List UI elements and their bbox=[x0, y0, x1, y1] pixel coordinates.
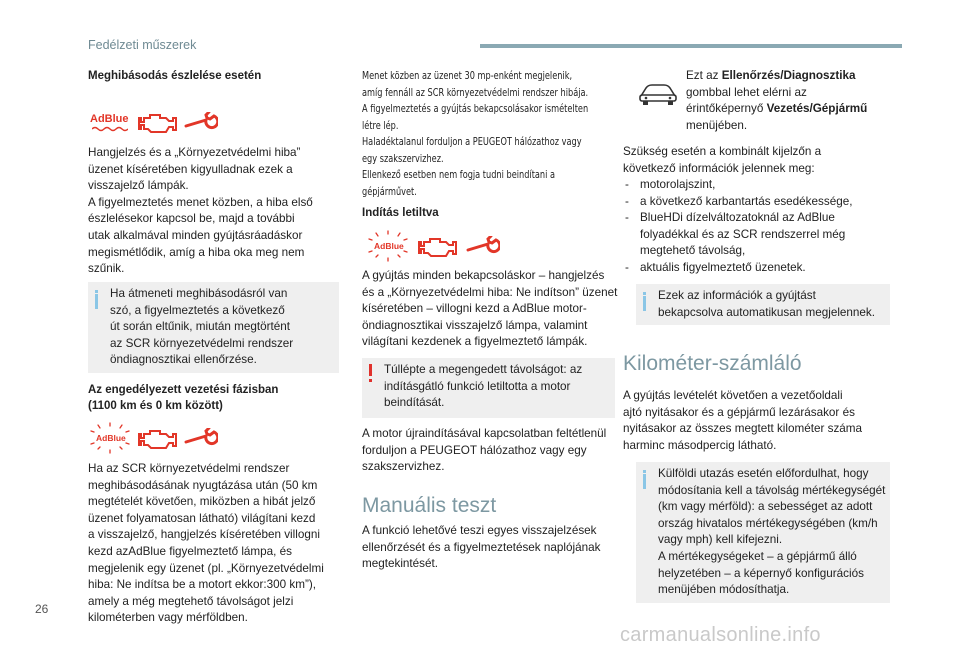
paragraph-start-disabled: A gyújtás minden bekapcsoláskor – hangjelzés és a „Környezetvédelmi hiba: Ne indítson” üzenet kíséretében – villogni kezd a AdBlue motor- öndiagnosztikai visszajelző lámpa, valamint világítani kezdenek a figyelmeztető lámpák. bbox=[362, 269, 618, 349]
info-text: Ezek az információk a gyújtást bekapcsolva automatikusan megjelennek. bbox=[658, 289, 876, 319]
adblue-icon: AdBlue bbox=[90, 113, 129, 125]
list-item: - a következő karbantartás esedékessége, bbox=[623, 194, 852, 211]
paragraph-car-menu bbox=[686, 68, 886, 134]
engine-icon bbox=[138, 110, 178, 136]
warning-lamps-row-3 bbox=[362, 230, 502, 262]
list-item: - BlueHDi dízelváltozatoknál az AdBlue folyadékkal és az SCR rendszerrel még megtehető távolság, bbox=[623, 210, 852, 260]
warning-text: Túllépte a megengedett távolságot: az indításgátló funkció letiltotta a motor beindítását. bbox=[384, 363, 583, 410]
paragraph-fault-detection: Hangjelzés és a „Környezetvédelmi hiba” üzenet kíséretében kigyulladnak ezek a visszajelző lámpák. A figyelmeztetés menet közben, a hiba első észlelésekor kapcsol be, majd a további utak alkalmával minden gyújtásráadáskor megismétlődik, amíg a hiba oka meg nem szűnik. bbox=[88, 146, 313, 276]
adblue-icon: AdBlue bbox=[374, 241, 404, 251]
info-box-automatic-display bbox=[636, 284, 890, 325]
list-item: - aktuális figyelmeztető üzenetek. bbox=[623, 260, 852, 277]
wrench-icon bbox=[184, 112, 218, 132]
adblue-wave-icon bbox=[92, 126, 128, 132]
paragraph-manual-test: A funkció lehetővé teszi egyes visszajelzések ellenőrzését és a figyelmeztetések naplójának megtekintését. bbox=[362, 524, 601, 571]
engine-icon bbox=[138, 426, 178, 452]
paragraph-instrument-info: Szükség esetén a kombinált kijelzőn a következő információk jelennek meg: bbox=[623, 145, 822, 175]
page-number: 26 bbox=[35, 602, 49, 616]
wrench-icon bbox=[466, 236, 500, 256]
text-fragment: menüjében. bbox=[686, 118, 748, 132]
warning-icon bbox=[369, 364, 372, 376]
adblue-icon: AdBlue bbox=[96, 433, 126, 443]
info-text: Külföldi utazás esetén előfordulhat, hogy módosítania kell a távolság mértékegységét (km vagy mérföld): a sebességet az adott ország hivatalos mértékegységében (km/h vagy mph) kell kifejezni. A mértékegységeket – a gépjármű álló helyzetében – a képernyő konfigurációs menüjében módosíthatja. bbox=[658, 467, 886, 597]
info-box-temporary-fault bbox=[88, 282, 339, 373]
engine-icon bbox=[418, 234, 458, 260]
menu-name-driving-vehicle: Vezetés/Gépjármű bbox=[766, 102, 868, 116]
info-icon bbox=[95, 294, 98, 309]
info-icon bbox=[643, 296, 646, 311]
info-box-units bbox=[636, 462, 890, 603]
info-icon-dot bbox=[643, 470, 646, 473]
section-title-odometer: Kilométer-számláló bbox=[623, 352, 802, 375]
wrench-icon bbox=[184, 428, 218, 448]
warning-lamps-row-2 bbox=[88, 422, 218, 454]
header-rule bbox=[480, 44, 902, 48]
list-item: - motorolajszint, bbox=[623, 177, 852, 194]
paragraph-permitted-driving: Ha az SCR környezetvédelmi rendszer meghibásodásának nyugtázása után (50 km megtételét követően, miközben a hibát jelző üzenet folyamatosan látható) világítani kezd a visszajelző, hangjelzés kíséretében villogni kezd azAdBlue figyelmeztető lámpa, és megjelenik egy üzenet (pl. „Környezetvédelmi hiba: Ne indítsa be a motort ekkor:300 km”), amely a még megtehető távolságot jelzi kilométerben vagy mérföldben. bbox=[88, 462, 324, 625]
button-name-check-diagnostics: Ellenőrzés/Diagnosztika bbox=[721, 69, 856, 82]
paragraph-restart: A motor újraindításával kapcsolatban feltétlenül forduljon a PEUGEOT hálózathoz vagy egy szakszervizhez. bbox=[362, 427, 607, 474]
info-icon-dot bbox=[643, 292, 646, 295]
info-icon-dot bbox=[95, 290, 98, 293]
heading-permitted-driving: Az engedélyezett vezetési fázisban (1100 km és 0 km között) bbox=[88, 384, 279, 412]
info-text: Ha átmeneti meghibásodásról van szó, a figyelmeztetés a következő út során eltűnik, miután megtörtént az SCR környezetvédelmi rendszer öndiagnosztikai ellenőrzése. bbox=[110, 287, 294, 367]
paragraph-odometer: A gyújtás levételét követően a vezetőoldali ajtó nyitásakor és a gépjármű lezárásakor és nyitásakor az összes megtett kilométer száma harminc másodpercig látható. bbox=[623, 389, 863, 452]
info-icon bbox=[643, 474, 646, 489]
text-fragment: érintőképernyő bbox=[686, 102, 767, 116]
text-fragment: Ezt az bbox=[686, 69, 722, 82]
car-diagnostics-icon bbox=[638, 80, 678, 106]
header-title: Fedélzeti műszerek bbox=[88, 38, 197, 52]
section-title-manual-test: Manuális teszt bbox=[362, 494, 497, 517]
heading-start-disabled: Indítás letiltva bbox=[362, 207, 439, 219]
warning-icon-dot bbox=[369, 379, 372, 382]
warning-box-distance-exceeded bbox=[362, 358, 615, 418]
text-fragment: gombbal lehet elérni az bbox=[686, 85, 807, 99]
instrument-info-list bbox=[623, 177, 852, 277]
watermark: carmanualsonline.info bbox=[620, 624, 821, 646]
narrow-paragraph-repeat-message: Menet közben az üzenet 30 mp-enként megjelenik, amíg fennáll az SCR környezetvédelmi rendszer hibája. A figyelmeztetés a gyújtás bekapcsolásakor ismételten létre lép. Haladéktalanul forduljon a PEUGEOT hálózathoz vagy egy szakszervizhez. Ellenkező esetben nem fogja tudni beindítani a gépjárművet. bbox=[362, 70, 589, 198]
warning-lamps-row-1 bbox=[88, 106, 218, 138]
heading-fault-detection: Meghibásodás észlelése esetén bbox=[88, 70, 262, 82]
